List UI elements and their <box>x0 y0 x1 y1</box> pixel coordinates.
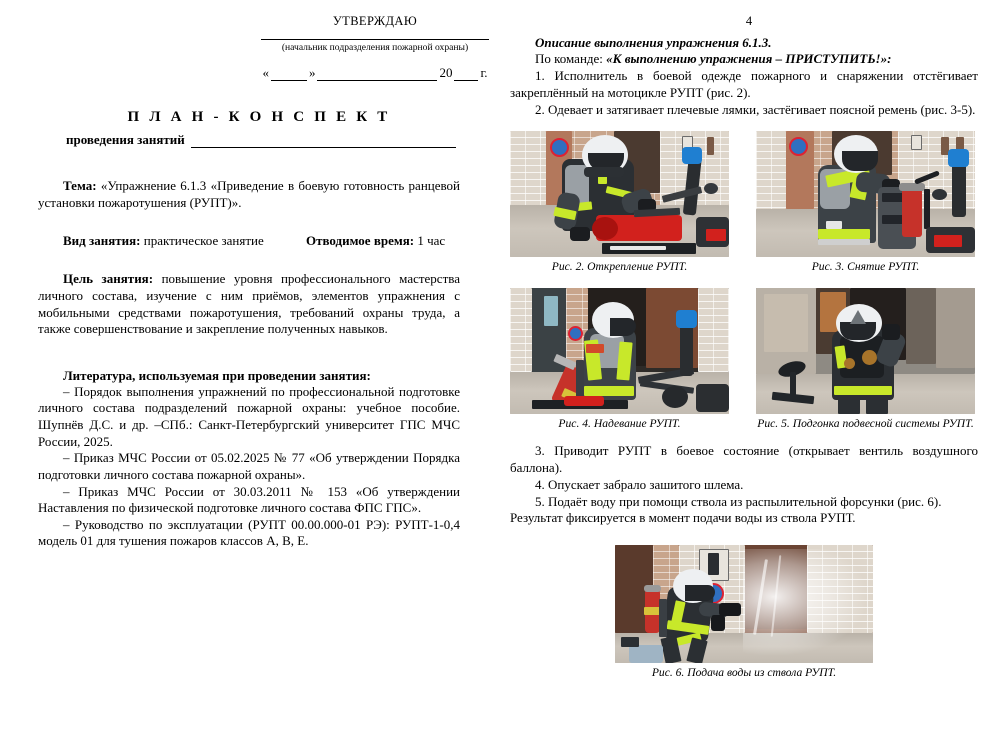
step-paragraph: 5. Подаёт воду при помощи ствола из распылительной форсунки (рис. 6). <box>535 493 942 509</box>
literature-item: – Приказ МЧС России от 30.03.2011 № 153 «Об утверждении Наставления по физической подготовке личного состава ФПС ГПС». <box>38 483 460 516</box>
approval-subtitle: (начальник подразделения пожарной охраны) <box>281 42 469 53</box>
theme-label: Тема: <box>63 178 97 193</box>
date-line <box>250 65 500 81</box>
figure-6 <box>615 545 873 680</box>
command-prefix: По команде: <box>535 51 607 66</box>
result-paragraph: Результат фиксируется в момент подачи воды из ствола РУПТ. <box>510 510 856 526</box>
figure-6-caption: Рис. 6. Подача воды из ствола РУПТ. <box>651 666 837 680</box>
command-paragraph <box>510 51 978 68</box>
figure-2-caption: Рис. 2. Открепление РУПТ. <box>551 259 688 273</box>
year-blank <box>454 68 478 81</box>
time-text: 1 час <box>417 233 446 249</box>
step-paragraph: 2. Одевает и затягивает плечевые лямки, застёгивает поясной ремень (рис. 3-5). <box>535 101 976 117</box>
theme-paragraph <box>38 178 460 211</box>
figure-2-image <box>510 131 729 257</box>
figure-3-caption: Рис. 3. Снятие РУПТ. <box>811 259 920 273</box>
figure-5 <box>756 288 975 431</box>
figure-3 <box>756 131 975 274</box>
figure-4-caption: Рис. 4. Надевание РУПТ. <box>558 416 681 430</box>
lesson-type-text: практическое занятие <box>143 233 264 249</box>
page-title: П Л А Н - К О Н С П Е К Т <box>127 109 391 125</box>
signature-rule <box>261 39 489 40</box>
month-blank <box>317 68 437 81</box>
quote-close: » <box>308 65 316 80</box>
page-number: 4 <box>745 14 753 28</box>
right-column <box>500 0 1000 745</box>
year-prefix: 20 <box>439 65 453 80</box>
literature-item: – Руководство по эксплуатации (РУПТ 00.00.000-01 РЭ): РУПТ-1-0,4 модель 01 для тушения пожаров классов А, В, Е. <box>38 516 460 549</box>
goal-label: Цель занятия: <box>63 271 154 287</box>
figure-4-image <box>510 288 729 414</box>
time-label: Отводимое время: <box>306 233 415 249</box>
year-suffix: г. <box>480 65 488 80</box>
figure-6-image <box>615 545 873 663</box>
literature-item: – Приказ МЧС России от 05.02.2025 № 77 «Об утверждении Порядка подготовки личного состава пожарной охраны». <box>38 450 460 482</box>
figure-3-image <box>756 131 975 257</box>
lesson-type-cell <box>38 233 306 249</box>
approval-title: УТВЕРЖДАЮ <box>332 14 418 28</box>
figure-row-2 <box>510 288 978 431</box>
lesson-type-label: Вид занятия: <box>63 233 141 249</box>
step-paragraph: 1. Исполнитель в боевой одежде пожарного и снаряжении отстёгивает закреплённый на мотоцикле РУПТ (рис. 2). <box>510 67 978 100</box>
figure-4 <box>510 288 729 431</box>
step-paragraph: 4. Опускает забрало зашитого шлема. <box>535 476 744 492</box>
approval-block <box>250 14 500 81</box>
figure-5-caption: Рис. 5. Подгонка подвесной системы РУПТ. <box>757 416 974 430</box>
figure-row-1 <box>510 131 978 274</box>
figure-5-image <box>756 288 975 414</box>
doc-subtitle: проведения занятий <box>66 132 185 147</box>
day-blank <box>271 68 307 81</box>
figure-2 <box>510 131 729 274</box>
command-text: «К выполнению упражнения – ПРИСТУПИТЬ!»: <box>606 51 892 66</box>
section-heading: Описание выполнения упражнения 6.1.3. <box>535 35 772 50</box>
literature-heading: Литература, используемая при проведении занятия: <box>63 367 371 383</box>
quote-open: « <box>262 65 269 80</box>
step-paragraph: 3. Приводит РУПТ в боевое состояние (открывает вентиль воздушного баллона). <box>510 442 978 475</box>
time-cell <box>306 233 460 249</box>
subtitle-blank-rule <box>191 136 456 148</box>
doc-subtitle-row <box>38 132 460 148</box>
theme-text: «Упражнение 6.1.3 «Приведение в боевую готовность ранцевой установки пожаротушения (РУПТ)». <box>38 178 461 210</box>
goal-paragraph <box>38 271 460 338</box>
lesson-meta-row <box>38 233 460 249</box>
goal-text: повышение уровня профессионального мастерства личного состава, изучение с ним приёмов, элементов упражнения с мобильными средствами пожаротушения, требований охраны труда, а также совершенствование и закрепление полученных навыков. <box>38 271 460 337</box>
literature-item: – Порядок выполнения упражнений по профессиональной подготовке личного состава подразделений пожарной охраны: учебное пособие. Шупнёв Д.С. и др. –СПб.: Санкт-Петербургский университет ГПС МЧС России, 2025. <box>38 383 460 449</box>
